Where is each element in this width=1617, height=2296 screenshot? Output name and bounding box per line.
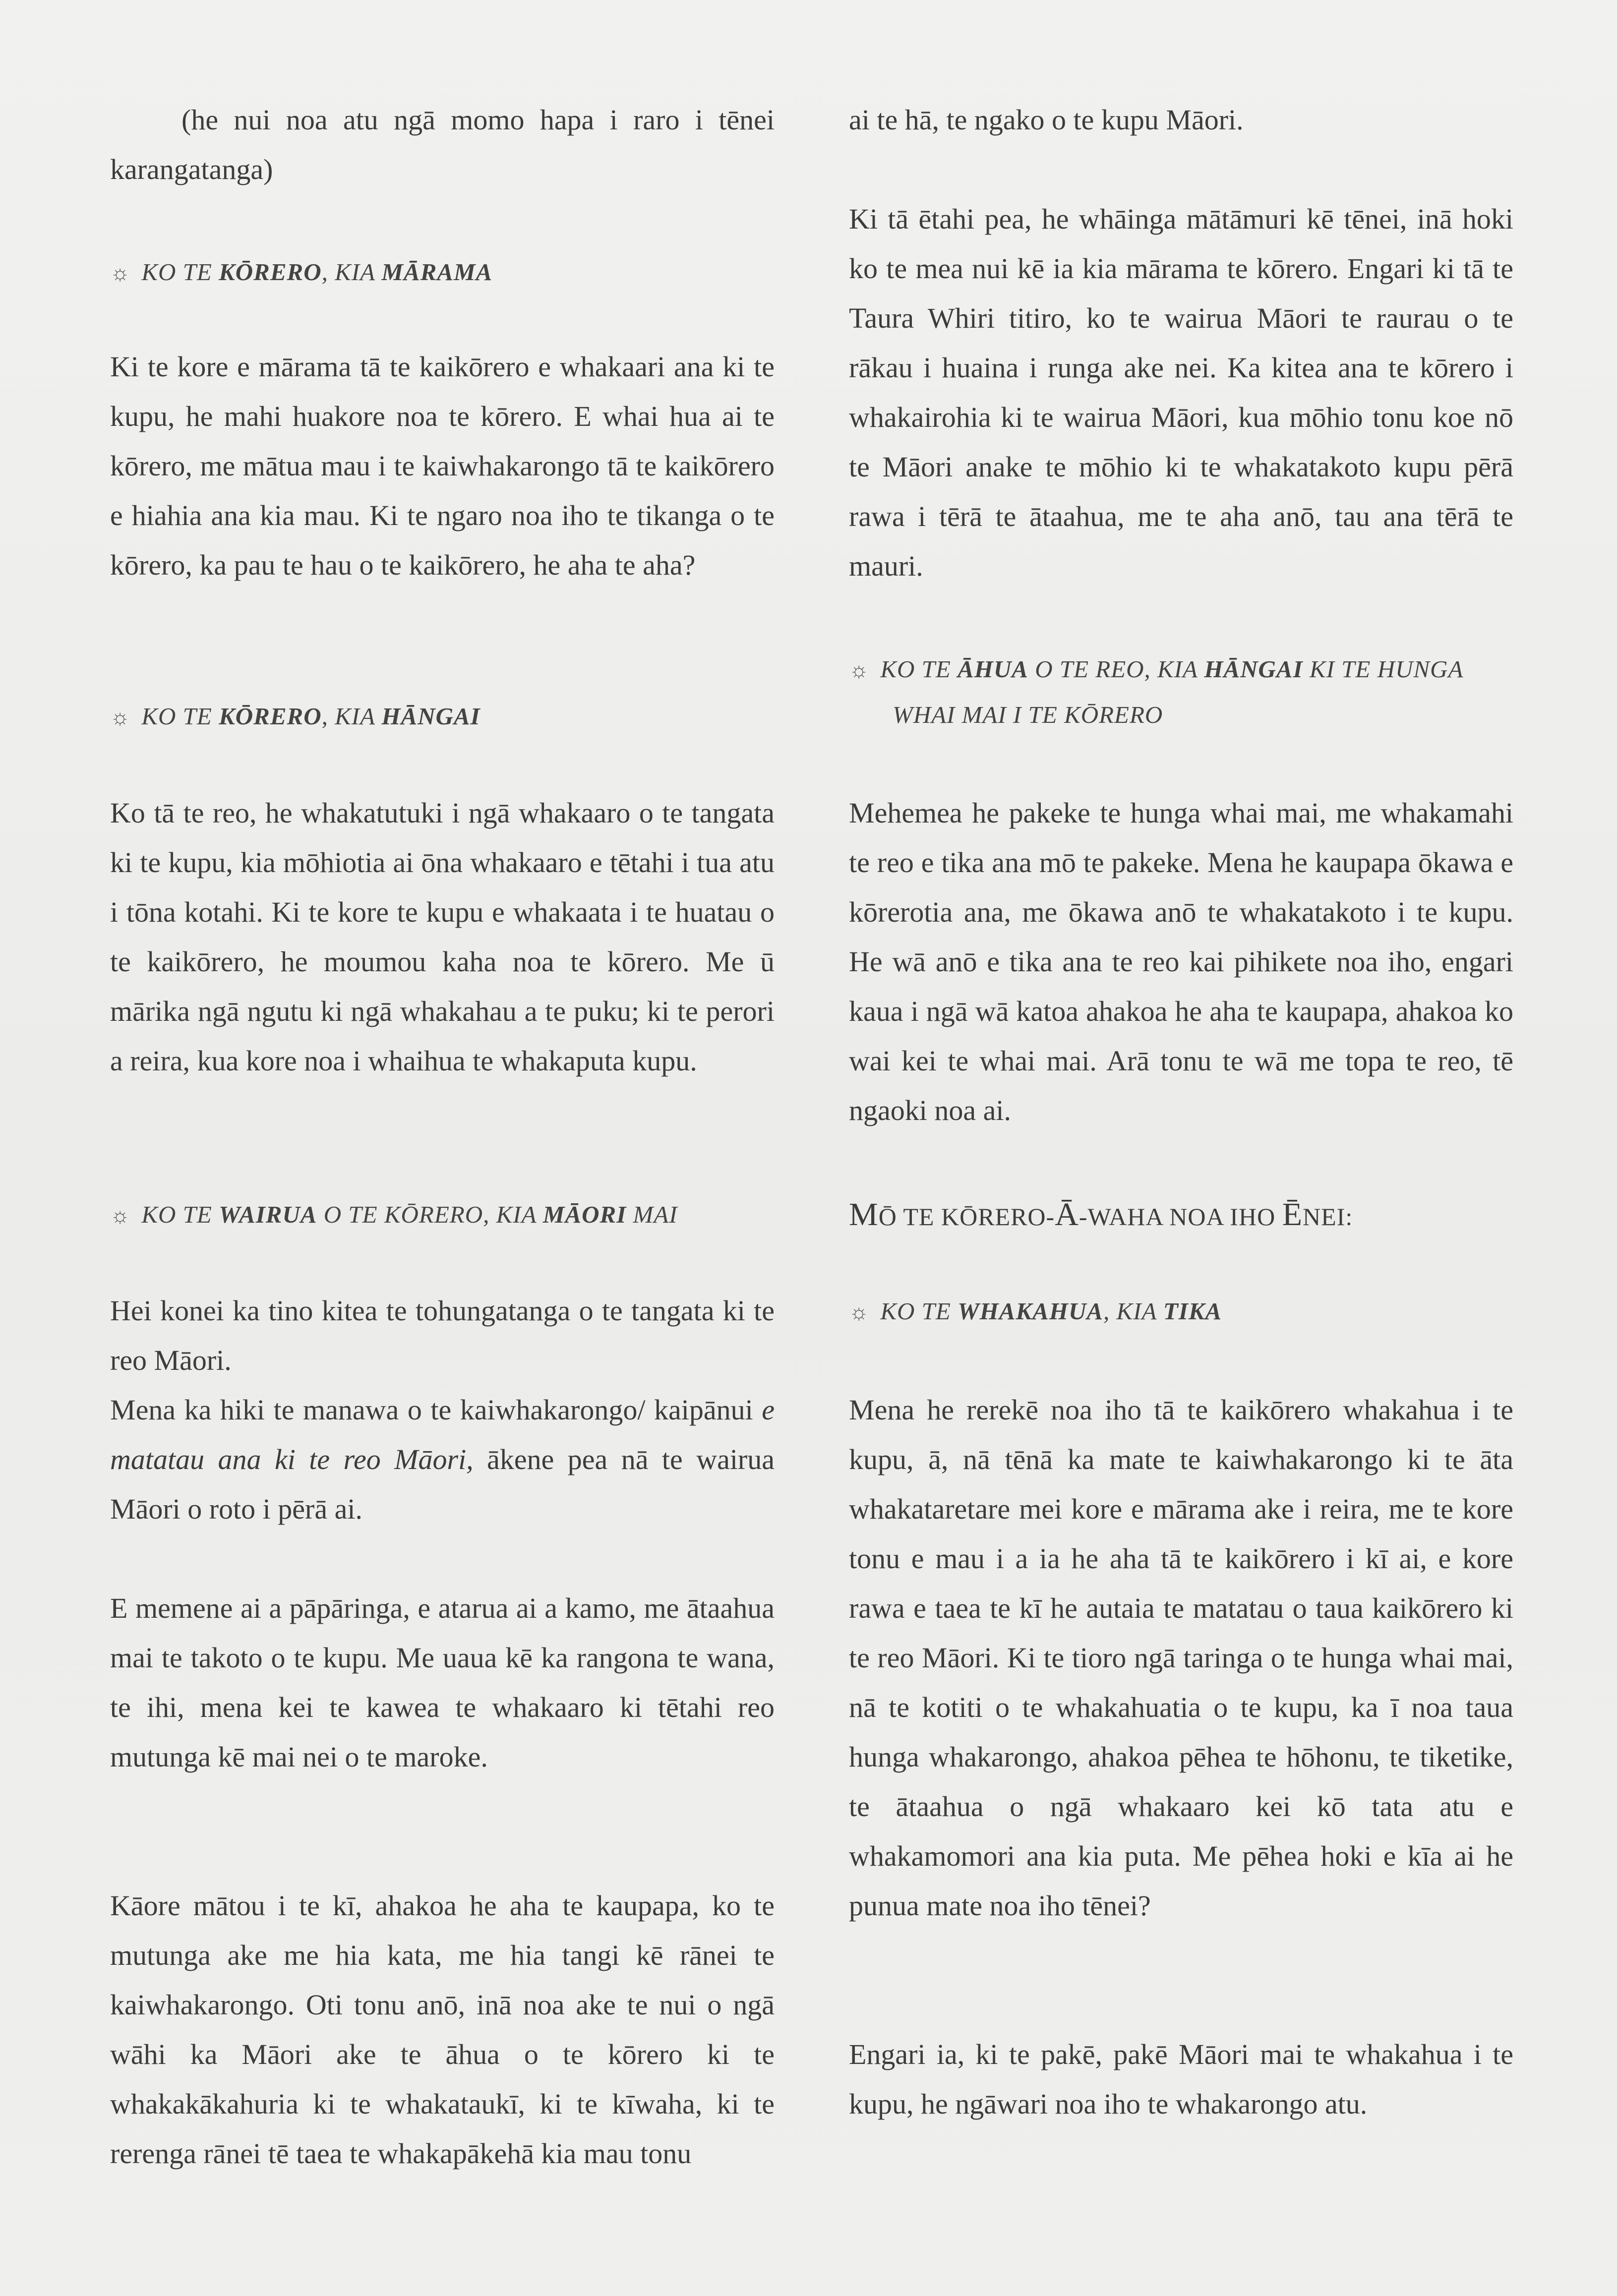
- paragraph-pakeke: Mehemea he pakeke te hunga whai mai, me whakamahi te reo e tika ana mō te pakeke. Mena he kaupapa ōkawa e kōrerotia ana, me ōkawa anō te whakatakoto i te kupu. He wā anō e tika ana te reo kai pihikete noa iho, engari kaua i ngā wā katoa ahakoa he aha te kaupapa, ahakoa ko wai kei te whai mai. Arā tonu te wā me topa te reo, tē ngaoki noa ai.: [849, 797, 1513, 1126]
- paragraph-manawa: Mena ka hiki te manawa o te kaiwhakarongo/ kaipānui e matatau ana ki te reo Māori, ākene pea nā te wairua Māori o roto i pērā ai.: [110, 1394, 775, 1525]
- paragraph-korero-hangai: Ko tā te reo, he whakatutuki i ngā whakaaro o te tangata ki te kupu, kia mōhiotia ai ōna whakaaro e tētahi i tua atu i tōna kotahi. Ki te kore te kupu e whakaata i te huatau o te kaikōrero, he moumou kaha noa te kōrero. Me ū mārika ngā ngutu ki ngā whakahau a te puku; ki te perori a reira, kua kore noa i whaihua te whakaputa kupu.: [110, 797, 775, 1077]
- paragraph-tohungatanga: Hei konei ka tino kitea te tohungatanga o te tangata ki te reo Māori.: [110, 1295, 775, 1376]
- heading-korero-hangai: ☼ KO TE KŌRERO, KIA HĀNGAI: [110, 703, 480, 730]
- paragraph-papa-ringa: E memene ai a pāpāringa, e atarua ai a kamo, me ātaahua mai te takoto o te kupu. Me uaua kē ka rangona te wana, te ihi, mena kei te kawea te whakaaro ki tētahi reo mutunga kē mai nei o te maroke.: [110, 1592, 775, 1773]
- sun-icon: ☼: [110, 261, 131, 285]
- heading-wairua-maori: ☼ KO TE WAIRUA O TE KŌRERO, KIA MĀORI MAI: [110, 1201, 678, 1228]
- paragraph-korero-marama: Ki te kore e mārama tā te kaikōrero e whakaari ana ki te kupu, he mahi huakore noa te kōrero. E whai hua ai te kōrero, me mātua mau i te kaiwhakarongo tā te kaikōrero e hiahia ana kia mau. Ki te ngaro noa iho te tikanga o te kōrero, ka pau te hau o te kaikōrero, he aha te aha?: [110, 351, 775, 581]
- paragraph-whainga: Ki tā ētahi pea, he whāinga mātāmuri kē tēnei, inā hoki ko te mea nui kē ia kia mārama te kōrero. Engari ki tā te Taura Whiri titiro, ko te wairua Māori te raurau o te rākau i huaina i runga ake nei. Ka kitea ana te kōrero i whakairohia ki te wairua Māori, kua mōhio tonu koe nō te Māori anake te mōhio ki te whakatakoto kupu pērā rawa i tērā te ātaahua, me te aha anō, tau ana tērā te mauri.: [849, 203, 1513, 582]
- heading-whakahua-tika: ☼ KO TE WHAKAHUA, KIA TIKA: [849, 1297, 1222, 1325]
- paragraph-pake-maori: Engari ia, ki te pakē, pakē Māori mai te whakahua i te kupu, he ngāwari noa iho te whakarongo atu.: [849, 2038, 1513, 2120]
- paragraph-kaore-matou: Kāore mātou i te kī, ahakoa he aha te kaupapa, ko te mutunga ake me hia kata, me hia tangi kē rānei te kaiwhakarongo. Oti tonu anō, inā noa ake te nui o ngā wāhi ka Māori ake te āhua o te kōrero ki te whakakākahuria ki te whakataukī, ki te kīwaha, ki te rerenga rānei tē taea te whakapākehā kia mau tonu: [110, 1889, 775, 2170]
- sun-icon: ☼: [849, 1300, 870, 1324]
- sun-icon: ☼: [849, 658, 870, 682]
- heading-ahua-reo: ☼ KO TE ĀHUA O TE REO, KIA HĀNGAI KI TE HUNGA WHAI MAI I TE KŌRERO: [849, 655, 1464, 728]
- intro-paragraph: (he nui noa atu ngā momo hapa i raro i tēnei karangatanga): [110, 104, 775, 185]
- paragraph-ha-ngako: ai te hā, te ngako o te kupu Māori.: [849, 104, 1244, 136]
- paragraph-whakahua: Mena he rerekē noa iho tā te kaikōrero whakahua i te kupu, ā, nā tēnā ka mate te kaiwhakarongo ki te āta whakataretare mei kore e mārama ake i reira, me te kore tonu e mau i a ia he aha tā te kaikōrero i kī ai, e kore rawa e taea te kī he autaia te matatau o taua kaikōrero ki te reo Māori. Ki te tioro ngā taringa o te hunga whai mai, nā te kotiti o te whakahuatia o te kupu, ka ī noa taua hunga whakarongo, ahakoa pēhea te hōhonu, te tiketike, te ātaahua o ngā whakaaro kei kō tata atu e whakamomori ana kia puta. Me pēhea hoki e kīa ai he punua mate noa iho tēnei?: [849, 1394, 1513, 1922]
- sun-icon: ☼: [110, 705, 131, 729]
- heading-korero-marama: ☼ KO TE KŌRERO, KIA MĀRAMA: [110, 258, 493, 286]
- section-title-korero-a-waha: MŌ TE KŌRERO-Ā-WAHA NOA IHO ĒNEI:: [849, 1196, 1353, 1233]
- sun-icon: ☼: [110, 1203, 131, 1228]
